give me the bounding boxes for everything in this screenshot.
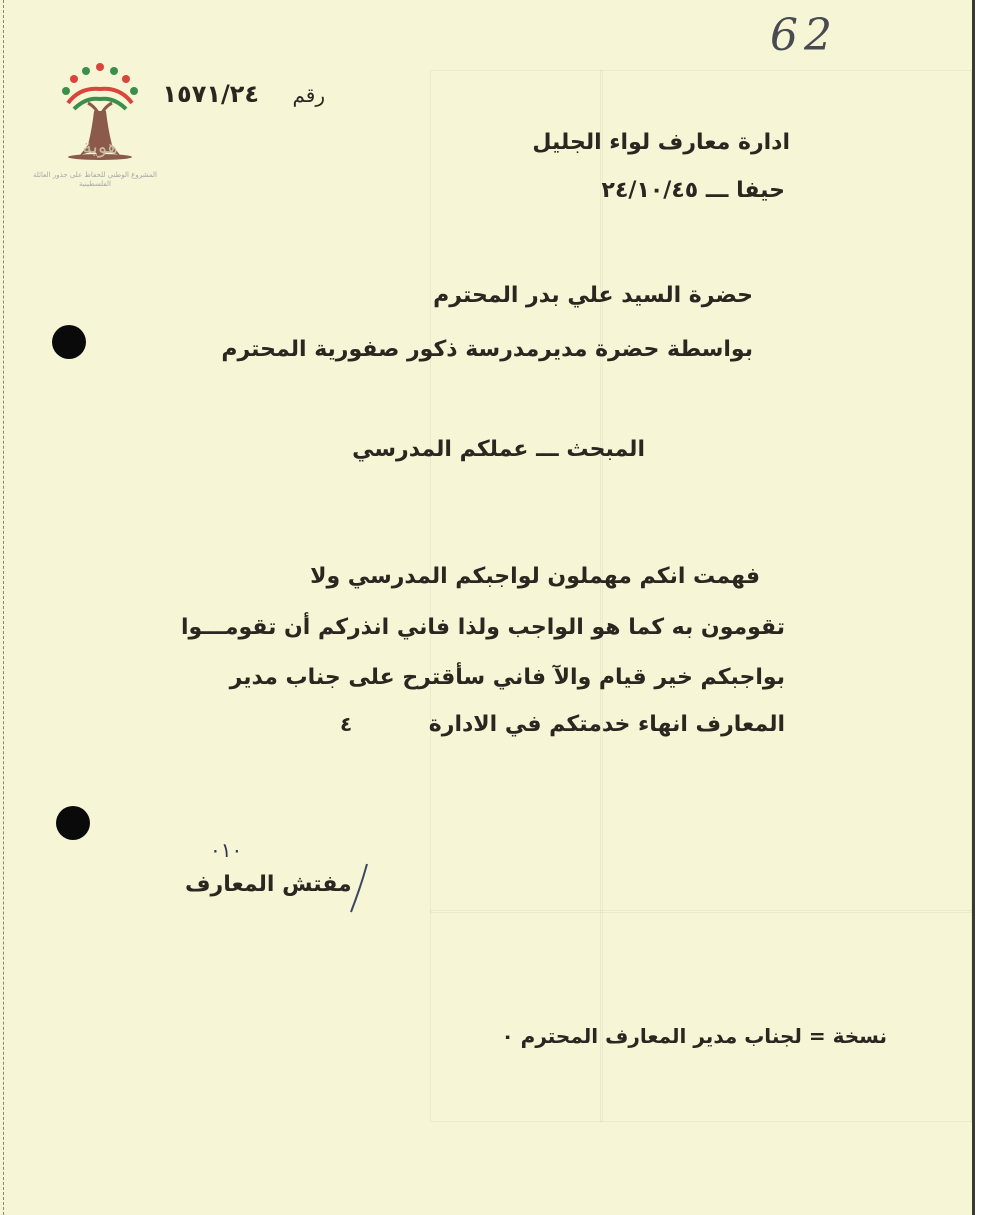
signatory-title: مفتش المعارف xyxy=(185,872,352,897)
copy-note: نسخة = لجناب مدير المعارف المحترم ٠ xyxy=(501,1024,887,1048)
logo-name: هوية xyxy=(82,136,118,158)
reference-value: ١٥٧١/٢٤ xyxy=(162,80,260,108)
bleed-through-line xyxy=(600,70,603,1122)
reference-label: رقم xyxy=(292,83,325,107)
signature-marking: ٠١٠ xyxy=(210,838,243,862)
tree-logo-icon xyxy=(50,34,150,194)
subject-line: المبحث ـــ عملكم المدرسي xyxy=(352,437,645,462)
body-line-1: فهمت انكم مهملون لواجبكم المدرسي ولا xyxy=(310,564,760,589)
perforation-line xyxy=(3,0,5,1215)
body-end-mark: ٤ xyxy=(340,712,353,736)
body-line-2: تقومون به كما هو الواجب ولذا فاني انذركم أن تقومـــوا xyxy=(180,615,785,640)
body-line-4: المعارف انهاء خدمتكم في الادارة xyxy=(428,712,785,737)
bleed-through-line xyxy=(430,910,972,913)
bleed-through-grid xyxy=(430,70,972,1122)
recipient-line-2: بواسطة حضرة مديرمدرسة ذكور صفورية المحترم xyxy=(221,337,753,362)
place-and-date: حيفا ـــ ٢٤/١٠/٤٥ xyxy=(601,178,785,203)
logo-subtitle: المشروع الوطني للحفاظ على جذور العائلة الفلسطينية xyxy=(33,171,157,188)
punch-hole xyxy=(52,325,86,359)
issuing-office: ادارة معارف لواء الجليل xyxy=(532,130,790,155)
body-line-3: بواجبكم خير قيام والآ فاني سأقترح على جناب مدير xyxy=(229,665,785,690)
recipient-line-1: حضرة السيد علي بدر المحترم xyxy=(433,283,753,308)
punch-hole xyxy=(56,806,90,840)
scan-margin xyxy=(975,0,989,1215)
page-number: 62 xyxy=(770,10,838,61)
reference-number xyxy=(145,80,325,108)
